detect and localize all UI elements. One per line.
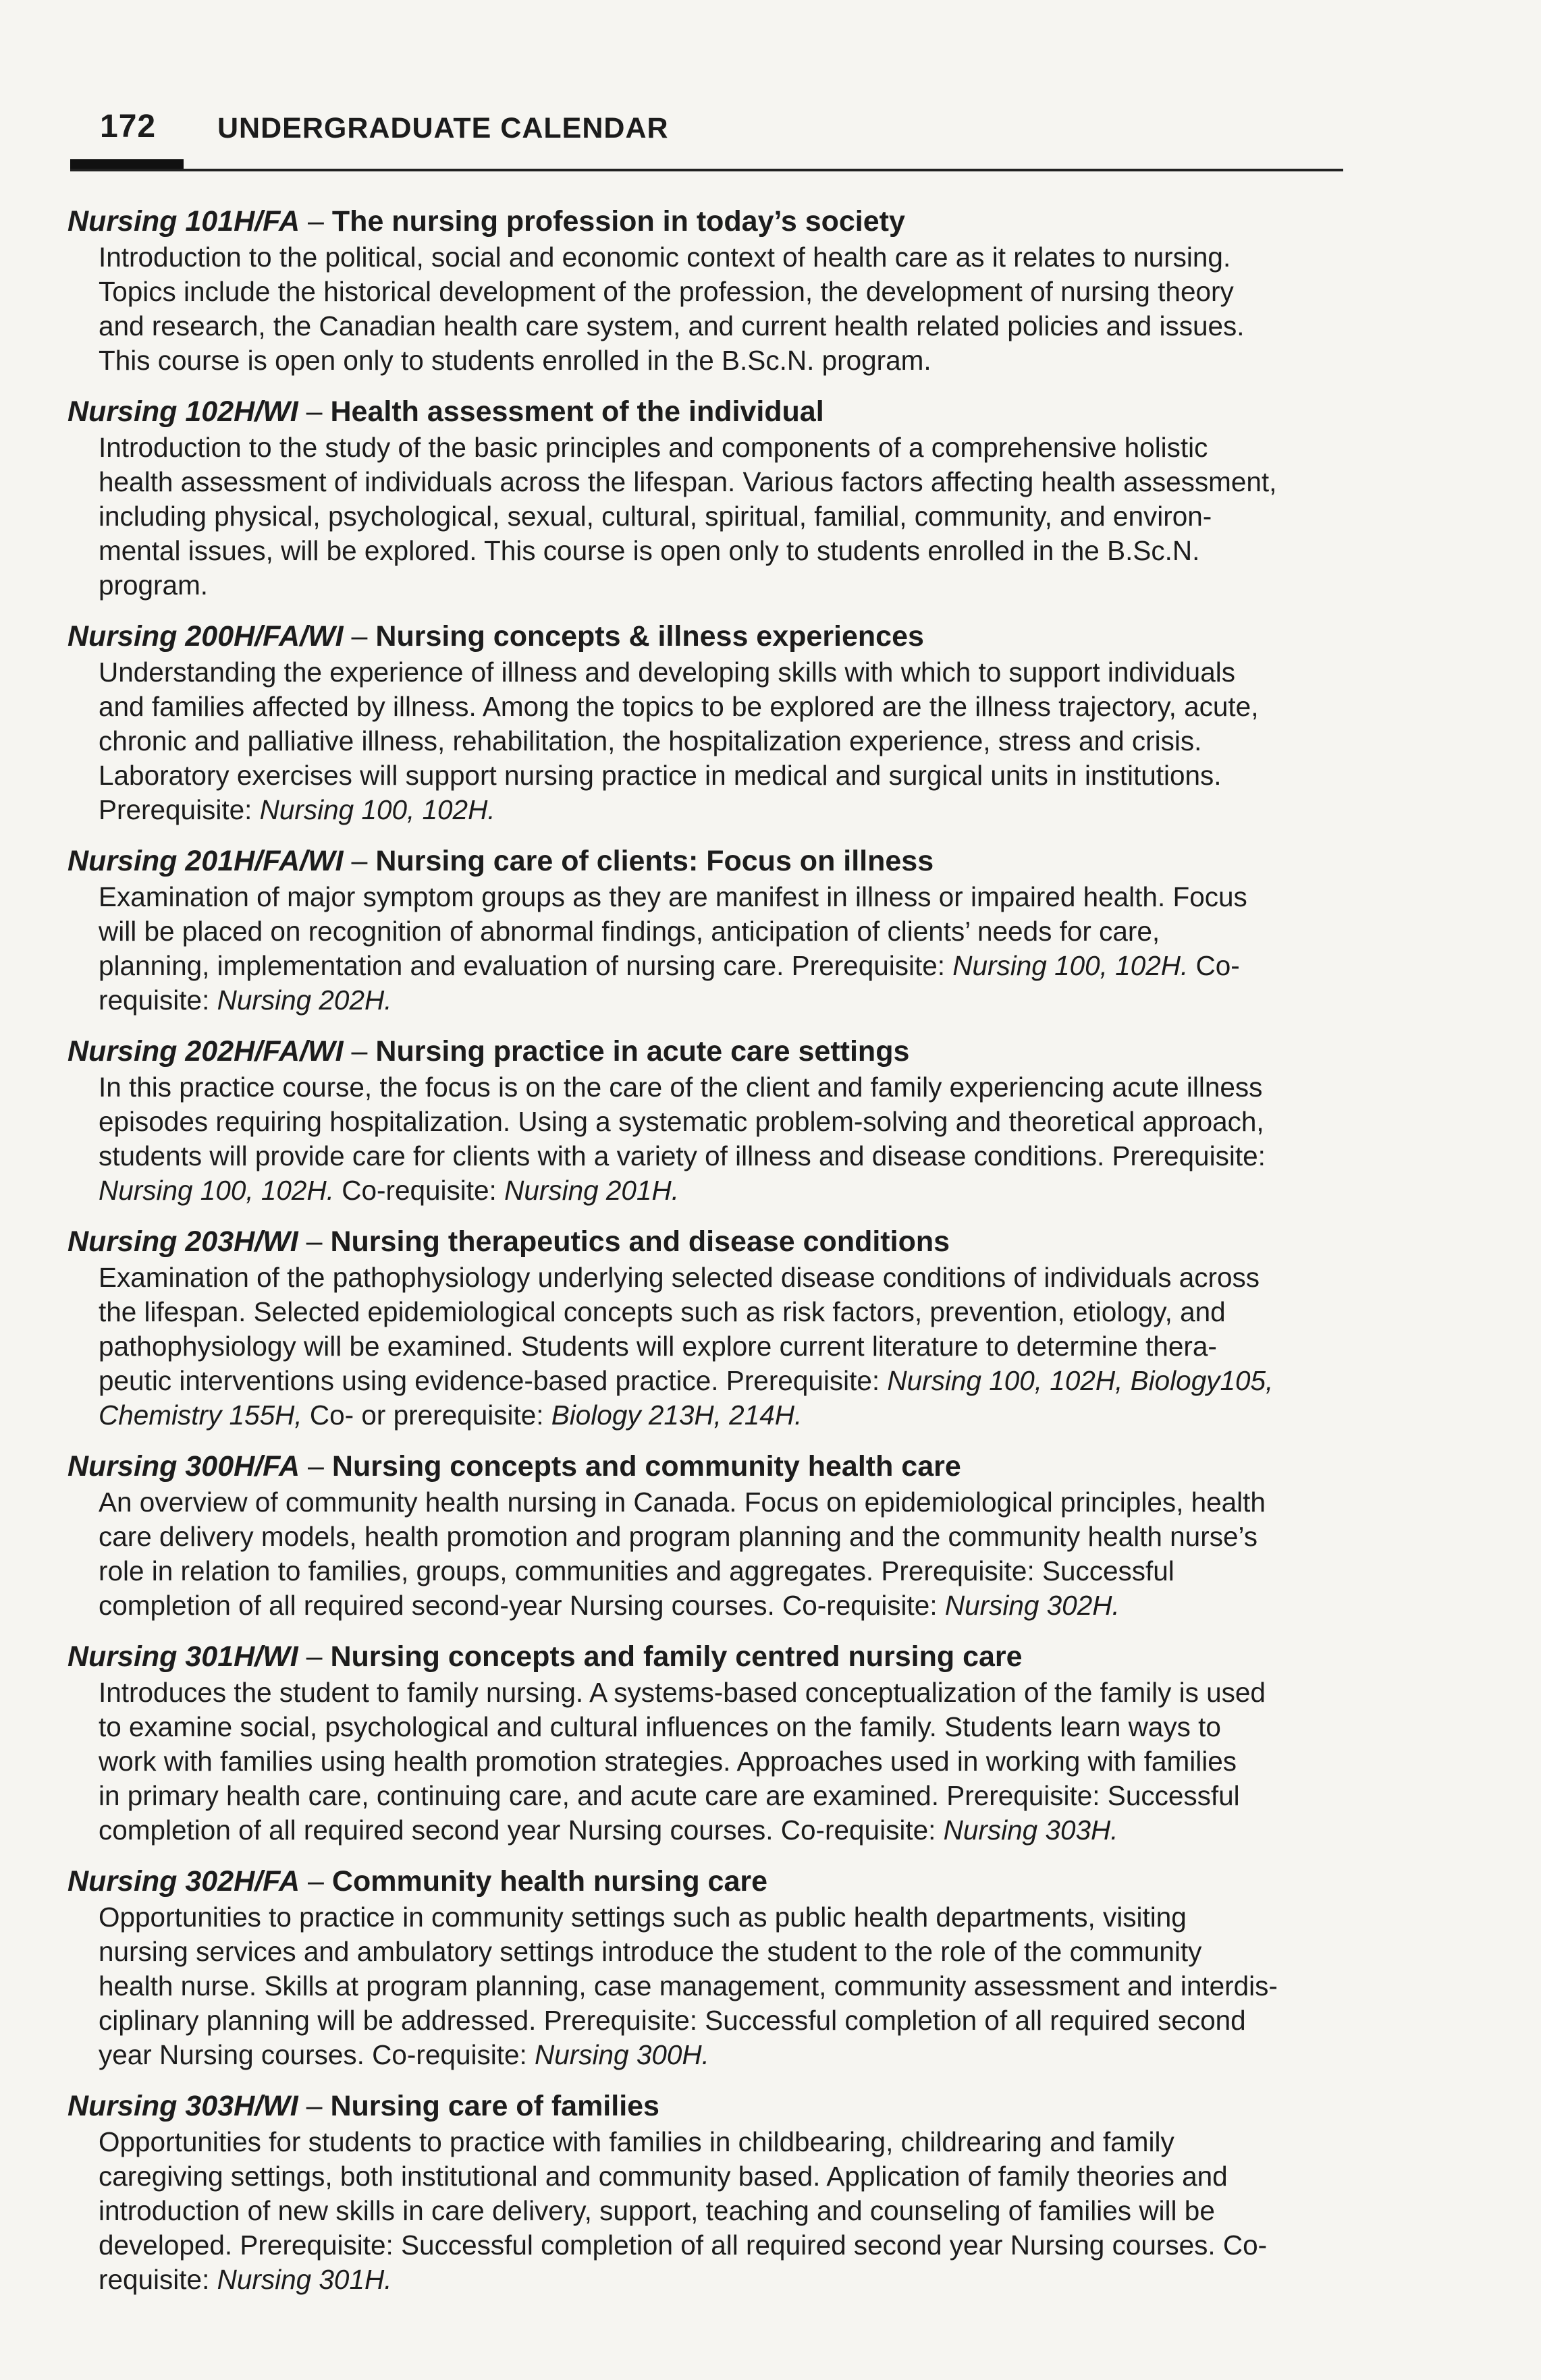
course-separator: – — [300, 1865, 332, 1898]
course-title: Nursing concepts and community health care — [331, 1450, 961, 1483]
course-heading — [67, 1223, 1350, 1261]
course-title: Community health nursing care — [331, 1865, 768, 1898]
course-entry — [67, 617, 1350, 827]
course-separator: – — [300, 205, 332, 238]
course-reference: Nursing 301H. — [217, 2264, 392, 2295]
course-description — [99, 1900, 1350, 2072]
course-list — [67, 202, 1350, 2362]
course-code: Nursing 203H/WI — [67, 1225, 298, 1258]
description-line: mental issues, will be explored. This course is open only to students enrolled in the B.Sc.N. — [99, 535, 1200, 566]
course-title: Nursing practice in acute care settings — [375, 1035, 910, 1068]
course-reference: Nursing 100, 102H. — [952, 950, 1189, 981]
description-line: will be placed on recognition of abnormal findings, anticipation of clients’ needs for care, — [99, 916, 1160, 947]
course-heading — [67, 1447, 1350, 1485]
course-title: Nursing concepts & illness experiences — [375, 620, 924, 653]
course-heading — [67, 393, 1350, 431]
course-title: Nursing therapeutics and disease conditions — [330, 1225, 950, 1258]
course-description — [99, 431, 1350, 603]
course-separator: – — [343, 620, 376, 653]
course-entry — [67, 2087, 1350, 2297]
course-separator: – — [343, 1035, 376, 1068]
description-line: caregiving settings, both institutional and community based. Application of family theories and — [99, 2161, 1228, 2192]
course-description — [99, 1485, 1350, 1623]
course-description — [99, 1676, 1350, 1848]
description-line: pathophysiology will be examined. Students will explore current literature to determine thera- — [99, 1331, 1217, 1362]
course-entry — [67, 1862, 1350, 2072]
course-heading — [67, 1862, 1350, 1900]
course-heading — [67, 1032, 1350, 1070]
description-line: care delivery models, health promotion and program planning and the community health nurse’s — [99, 1521, 1258, 1552]
description-line: program. — [99, 570, 209, 601]
description-line: Understanding the experience of illness and developing skills with which to support individuals — [99, 657, 1235, 688]
description-line: Laboratory exercises will support nursing practice in medical and surgical units in institutions. — [99, 760, 1222, 791]
course-reference: Nursing 100, 102H. — [99, 1175, 334, 1206]
course-entry — [67, 202, 1350, 378]
course-separator: – — [298, 395, 331, 428]
course-reference: Nursing 100, 102H. — [259, 794, 495, 825]
description-line: health assessment of individuals across the lifespan. Various factors affecting health assessment, — [99, 466, 1277, 497]
course-separator: – — [298, 1225, 331, 1258]
description-line: students will provide care for clients with a variety of illness and disease conditions. Prerequisite: — [99, 1140, 1266, 1171]
description-line: Examination of major symptom groups as they are manifest in illness or impaired health. Focus — [99, 881, 1247, 912]
description-line: requisite: Nursing 301H. — [99, 2264, 392, 2295]
course-description — [99, 240, 1350, 378]
course-description — [99, 1070, 1350, 1208]
course-title: Health assessment of the individual — [330, 395, 824, 428]
description-line: work with families using health promotion strategies. Approaches used in working with families — [99, 1746, 1237, 1777]
course-heading — [67, 202, 1350, 240]
course-separator: – — [298, 2090, 331, 2122]
description-line: Prerequisite: Nursing 100, 102H. — [99, 794, 495, 825]
description-line: planning, implementation and evaluation of nursing care. Prerequisite: Nursing 100, 102H. Co- — [99, 950, 1240, 981]
running-title: UNDERGRADUATE CALENDAR — [217, 112, 669, 144]
course-entry — [67, 393, 1350, 603]
header-rule — [70, 169, 1343, 171]
course-entry — [67, 842, 1350, 1018]
course-reference: Nursing 201H. — [504, 1175, 679, 1206]
course-heading — [67, 1638, 1350, 1676]
description-line: to examine social, psychological and cultural influences on the family. Students learn ways to — [99, 1711, 1221, 1742]
description-line: Nursing 100, 102H. Co-requisite: Nursing 201H. — [99, 1175, 679, 1206]
course-reference: Chemistry 155H, — [99, 1400, 302, 1431]
course-reference: Biology 213H, 214H. — [551, 1400, 803, 1431]
course-description — [99, 880, 1350, 1018]
description-line: episodes requiring hospitalization. Using a systematic problem-solving and theoretical approach, — [99, 1106, 1264, 1137]
description-line: the lifespan. Selected epidemiological concepts such as risk factors, prevention, etiology, and — [99, 1296, 1226, 1327]
course-description — [99, 655, 1350, 827]
course-separator: – — [300, 1450, 332, 1483]
description-line: developed. Prerequisite: Successful completion of all required second year Nursing courses. Co- — [99, 2230, 1268, 2261]
course-code: Nursing 303H/WI — [67, 2090, 298, 2122]
description-line: peutic interventions using evidence-based practice. Prerequisite: Nursing 100, 102H, Biology105, — [99, 1365, 1274, 1396]
course-code: Nursing 101H/FA — [67, 205, 300, 238]
description-line: and research, the Canadian health care system, and current health related policies and issues. — [99, 310, 1245, 341]
course-code: Nursing 201H/FA/WI — [67, 845, 344, 877]
description-line: requisite: Nursing 202H. — [99, 985, 392, 1016]
course-heading — [67, 2087, 1350, 2125]
course-separator: – — [343, 845, 376, 877]
course-description — [99, 1261, 1350, 1433]
course-entry — [67, 1638, 1350, 1848]
course-code: Nursing 200H/FA/WI — [67, 620, 344, 653]
description-line: including physical, psychological, sexual, cultural, spiritual, familial, community, and environ- — [99, 501, 1212, 532]
course-entry — [67, 1032, 1350, 1208]
description-line: Opportunities to practice in community settings such as public health departments, visiting — [99, 1902, 1187, 1933]
course-code: Nursing 300H/FA — [67, 1450, 300, 1483]
page-header — [94, 108, 1350, 162]
page-number: 172 — [100, 109, 157, 144]
description-line: Chemistry 155H, Co- or prerequisite: Biology 213H, 214H. — [99, 1400, 803, 1431]
course-code: Nursing 102H/WI — [67, 395, 298, 428]
course-title: Nursing care of families — [330, 2090, 659, 2122]
course-entry — [67, 1223, 1350, 1433]
description-line: Introduction to the political, social and economic context of health care as it relates to nursing. — [99, 242, 1231, 273]
course-description — [99, 2125, 1350, 2297]
description-line: and families affected by illness. Among the topics to be explored are the illness trajectory, acute, — [99, 691, 1259, 722]
description-line: An overview of community health nursing in Canada. Focus on epidemiological principles, health — [99, 1487, 1266, 1518]
description-line: health nurse. Skills at program planning, case management, community assessment and interdis- — [99, 1970, 1278, 2001]
description-line: completion of all required second year Nursing courses. Co-requisite: Nursing 303H. — [99, 1815, 1118, 1846]
course-title: Nursing concepts and family centred nursing care — [330, 1640, 1023, 1673]
course-reference: Nursing 100, 102H, Biology105, — [887, 1365, 1274, 1396]
course-heading — [67, 842, 1350, 880]
course-code: Nursing 302H/FA — [67, 1865, 300, 1898]
description-line: Opportunities for students to practice with families in childbearing, childrearing and family — [99, 2126, 1174, 2157]
description-line: introduction of new skills in care delivery, support, teaching and counseling of families will be — [99, 2195, 1215, 2226]
description-line: Examination of the pathophysiology underlying selected disease conditions of individuals across — [99, 1262, 1260, 1293]
description-line: completion of all required second-year Nursing courses. Co-requisite: Nursing 302H. — [99, 1590, 1120, 1621]
course-entry — [67, 1447, 1350, 1623]
description-line: in primary health care, continuing care, and acute care are examined. Prerequisite: Successful — [99, 1780, 1240, 1811]
description-line: ciplinary planning will be addressed. Prerequisite: Successful completion of all required second — [99, 2005, 1246, 2036]
course-title: Nursing care of clients: Focus on illness — [375, 845, 934, 877]
description-line: Topics include the historical development of the profession, the development of nursing theory — [99, 276, 1234, 307]
course-reference: Nursing 202H. — [217, 985, 392, 1016]
description-line: Introduction to the study of the basic principles and components of a comprehensive holistic — [99, 432, 1208, 463]
course-title: The nursing profession in today’s society — [331, 205, 905, 238]
course-separator: – — [298, 1640, 331, 1673]
description-line: nursing services and ambulatory settings introduce the student to the role of the community — [99, 1936, 1202, 1967]
course-code: Nursing 202H/FA/WI — [67, 1035, 344, 1068]
description-line: role in relation to families, groups, communities and aggregates. Prerequisite: Successful — [99, 1555, 1174, 1586]
course-reference: Nursing 302H. — [944, 1590, 1120, 1621]
course-reference: Nursing 303H. — [943, 1815, 1118, 1846]
description-line: This course is open only to students enrolled in the B.Sc.N. program. — [99, 345, 931, 376]
course-reference: Nursing 300H. — [535, 2039, 709, 2070]
description-line: chronic and palliative illness, rehabilitation, the hospitalization experience, stress and crisis. — [99, 725, 1202, 756]
description-line: year Nursing courses. Co-requisite: Nursing 300H. — [99, 2039, 709, 2070]
description-line: Introduces the student to family nursing. A systems-based conceptualization of the family is used — [99, 1677, 1266, 1708]
course-code: Nursing 301H/WI — [67, 1640, 298, 1673]
course-heading — [67, 617, 1350, 655]
description-line: In this practice course, the focus is on the care of the client and family experiencing acute illness — [99, 1072, 1263, 1103]
